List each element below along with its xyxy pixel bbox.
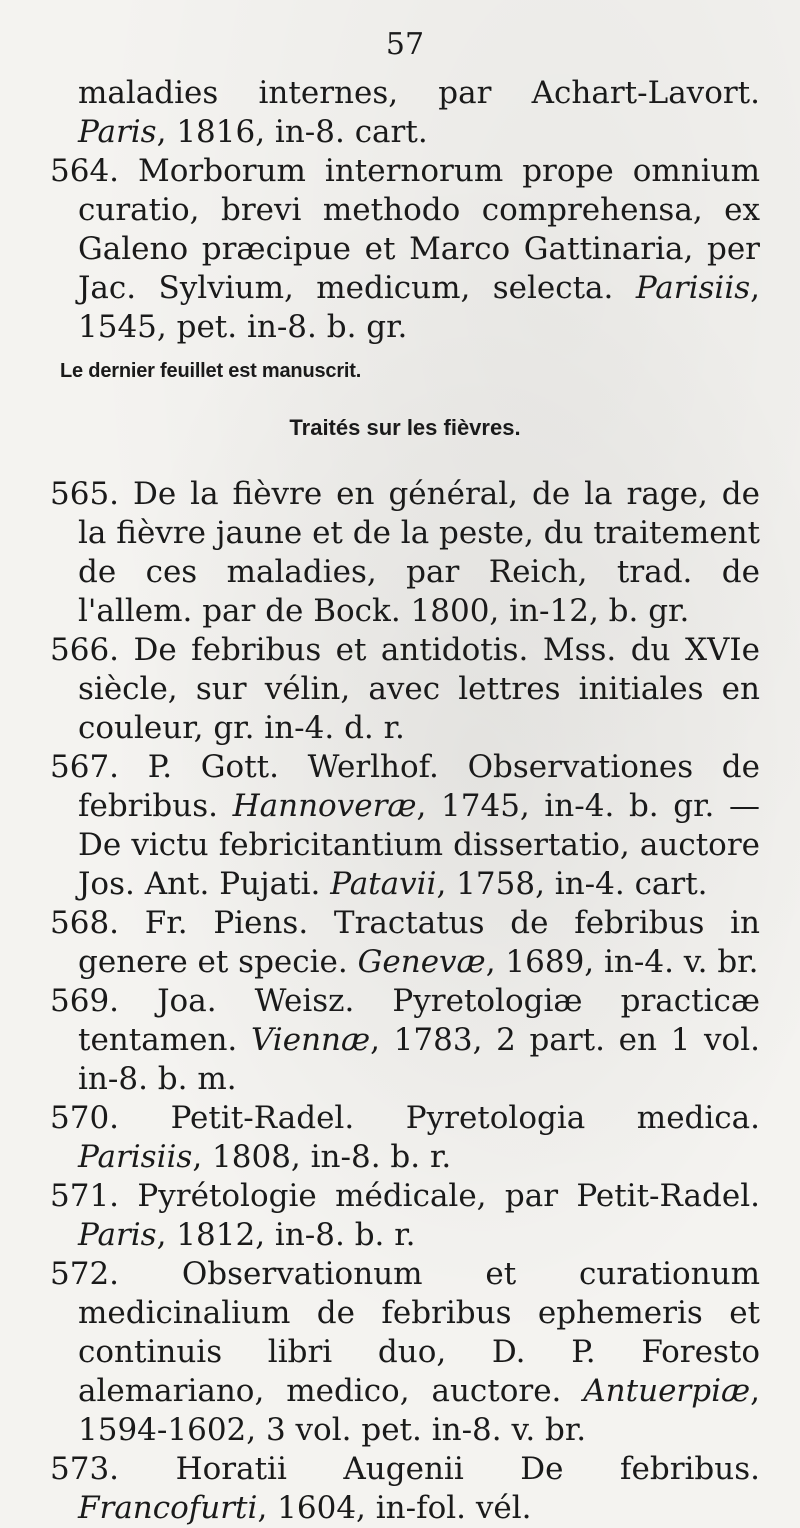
entry-number: 566. bbox=[50, 632, 120, 668]
entry-place: Paris bbox=[78, 114, 157, 150]
entry-note: Le dernier feuillet est manuscrit. bbox=[60, 360, 362, 382]
entry-564 bbox=[50, 152, 760, 347]
entry-place: Paris bbox=[78, 1217, 157, 1253]
entry-number: 572. bbox=[50, 1256, 120, 1292]
entry-text: , 1594-1602, 3 vol. pet. in-8. v. br. bbox=[78, 1373, 760, 1448]
entry-number: 568. bbox=[50, 905, 120, 941]
entry-number: 565. bbox=[50, 476, 120, 512]
entry-566 bbox=[50, 631, 760, 748]
entry-place: Parisiis bbox=[78, 1139, 193, 1175]
entry-text: Horatii Augenii De febribus. bbox=[175, 1451, 760, 1487]
entry-text: , 1689, in-4. v. br. bbox=[485, 944, 759, 980]
entry-text: , 1745, in-4. b. gr. — De victu febricitantium dissertatio, auctore Jos. Ant. Pujati. bbox=[78, 788, 760, 902]
entry-number: 573. bbox=[50, 1451, 120, 1487]
entry-text: , 1604, in-fol. vél. bbox=[257, 1490, 532, 1526]
entry-text: Joa. Weisz. Pyretologiæ practicæ tentamen. bbox=[78, 983, 760, 1058]
entry-place: Viennæ bbox=[250, 1022, 371, 1058]
entry-text: Petit-Radel. Pyretologia medica. bbox=[170, 1100, 760, 1136]
entry-text: De la fièvre en général, de la rage, de la fièvre jaune et de la peste, du traitement de ces maladies, par Reich, trad. de l'allem. par de Bock. 1800, in-12, b. gr. bbox=[78, 476, 760, 629]
entry-number: 564. bbox=[50, 153, 120, 189]
entry-569 bbox=[50, 982, 760, 1099]
entry-number: 570. bbox=[50, 1100, 120, 1136]
entry-place: Francofurti bbox=[78, 1490, 258, 1526]
entry-text: , bbox=[156, 114, 167, 150]
entry-place: Genevæ bbox=[357, 944, 486, 980]
entry-567 bbox=[50, 748, 760, 904]
entry-number: 567. bbox=[50, 749, 120, 785]
entry-text: , 1808, in-8. b. r. bbox=[192, 1139, 452, 1175]
entry-number: 569. bbox=[50, 983, 120, 1019]
entry-573 bbox=[50, 1450, 760, 1528]
entry-text: De febribus et antidotis. Mss. du XVIe siècle, sur vélin, avec lettres initiales en couleur, gr. in-4. d. r. bbox=[78, 632, 760, 746]
entry-text: 1816, in-8. cart. bbox=[176, 114, 428, 150]
entry-text: maladies internes, par Achart-Lavort. bbox=[78, 75, 760, 111]
entry-570 bbox=[50, 1099, 760, 1177]
page-number: 57 bbox=[385, 27, 425, 62]
entry-571 bbox=[50, 1177, 760, 1255]
entry-place: Hannoveræ bbox=[232, 788, 417, 824]
entry-text: P. Gott. Werlhof. Observationes de febribus. bbox=[78, 749, 760, 824]
section-title: Traités sur les fièvres. bbox=[289, 415, 521, 440]
entry-text: , 1545, pet. in-8. b. gr. bbox=[78, 270, 760, 345]
entry-text: Observationum et curationum medicinalium de febribus ephemeris et continuis libri duo, D. P. Foresto alemariano, medico, auctore. bbox=[78, 1256, 760, 1409]
entry-565 bbox=[50, 475, 760, 631]
entry-text: Morborum internorum prope omnium curatio, brevi methodo comprehensa, ex Galeno præcipue et Marco Gattinaria, per Jac. Sylvium, medicum, selecta. bbox=[78, 153, 760, 306]
entry-563-continuation bbox=[50, 74, 760, 152]
entry-place: Parisiis bbox=[635, 270, 751, 306]
entry-568 bbox=[50, 904, 760, 982]
entry-text: , 1812, in-8. b. r. bbox=[156, 1217, 416, 1253]
entry-text: Fr. Piens. Tractatus de febribus in genere et specie. bbox=[78, 905, 760, 980]
entry-text: , 1758, in-4. cart. bbox=[436, 866, 708, 902]
entry-572 bbox=[50, 1255, 760, 1450]
entry-text: Pyrétologie médicale, par Petit-Radel. bbox=[137, 1178, 760, 1214]
entry-place: Antuerpiæ bbox=[583, 1373, 751, 1409]
entry-place: Patavii bbox=[330, 866, 437, 902]
entry-number: 571. bbox=[50, 1178, 120, 1214]
entry-text: , 1783, 2 part. en 1 vol. in-8. b. m. bbox=[78, 1022, 760, 1097]
